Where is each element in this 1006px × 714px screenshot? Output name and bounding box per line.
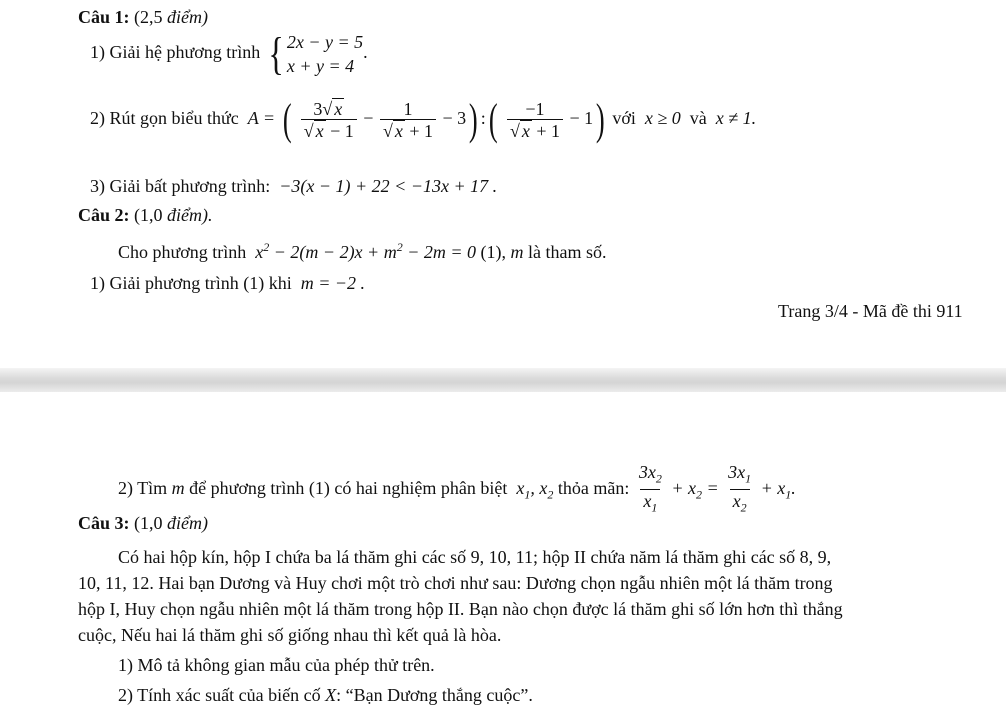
expression-A: A =	[243, 108, 276, 129]
q1-points: (2,5	[134, 7, 163, 27]
q3-para-line1: Có hai hộp kín, hộp I chứa ba lá thăm ghi các số 9, 10, 11; hộp II chứa năm lá thăm ghi các số 8, 9,	[118, 547, 832, 567]
q1-part3-label: 3) Giải bất phương trình:	[90, 176, 271, 196]
q1-part1: 1) Giải hệ phương trình { 2x − y = 5 x + y = 4 .	[90, 28, 368, 79]
q3-part2-post: : “Bạn Dương thắng cuộc”.	[336, 685, 533, 705]
fraction-4: $\frac{3x_2}{x_1}$	[636, 462, 665, 518]
system-eq2: x + y = 4	[286, 56, 355, 76]
q2-part2-label: 2) Tìm	[118, 478, 168, 499]
q3-para-line3: hộp I, Huy chọn ngẫu nhiên một lá thăm trong hộp II. Bạn nào chọn được lá thăm ghi số lớn hơn thì thắng	[78, 599, 843, 619]
q3-points: (1,0	[134, 513, 163, 533]
q1-heading	[78, 6, 208, 28]
page-separator	[0, 368, 1006, 392]
left-paren-icon: (	[488, 95, 498, 144]
right-paren-icon: )	[469, 95, 478, 144]
q3-heading	[78, 512, 208, 534]
equation-system	[287, 30, 363, 78]
quadratic-equation: $x^2 - 2(m - 2)x + m^2 - 2m = 0$	[250, 240, 476, 262]
q2-header: Câu 2:	[78, 205, 130, 225]
q2-part2: 2) Tìm m để phương trình (1) có hai nghiệm phân biệt $x_1$, $x_2$ thỏa mãn: $\frac{3x_2}{x_1}$ + $x_2$ = $\frac{3x_1}{x_2}$ + $x_1$.	[118, 462, 796, 518]
q2-part2-text: để phương trình (1) có hai nghiệm phân biệt	[189, 478, 508, 499]
system-eq1: 2x − y = 5	[286, 32, 364, 52]
q2-part2-cond: thỏa mãn:	[557, 478, 630, 499]
inequality: −3(x − 1) + 22 < −13x + 17 .	[279, 176, 498, 196]
system-brace: {	[268, 28, 284, 79]
cond-2: x ≠ 1.	[715, 108, 757, 129]
q3-part2	[118, 684, 533, 706]
exam-page-4	[0, 392, 1006, 714]
q1-header: Câu 1:	[78, 7, 130, 27]
q2-points-word: điểm).	[167, 205, 213, 225]
page-footer	[778, 300, 963, 322]
q2-heading	[78, 204, 213, 226]
q1-points-word: điểm)	[167, 7, 208, 27]
q3-para-line4: cuộc, Nếu hai lá thăm ghi số giống nhau thì kết quả là hòa.	[78, 625, 502, 645]
left-paren-icon: (	[282, 95, 292, 144]
q2-intro: Cho phương trình $x^2 - 2(m - 2)x + m^2 - 2m = 0$ (1), m là tham số.	[118, 240, 607, 262]
q1-part2: 2) Rút gọn biểu thức A = ( $\frac{3√ x}{√ x - 1}$ − $\frac{1}{√ x + 1}$ − 3) :( $\frac{-1}{√ x + 1}$ − 1) với x ≥ 0 và x ≠ 1.	[90, 95, 757, 144]
q2-intro-text: Cho phương trình	[118, 242, 247, 262]
q3-header: Câu 3:	[78, 513, 130, 533]
cond-and: và	[689, 108, 707, 129]
q2-eq-tail: là tham số.	[528, 242, 607, 262]
q2-part1-value: m = −2 .	[300, 273, 366, 293]
q1-part3	[90, 175, 497, 197]
q1-part1-label: 1) Giải hệ phương trình	[90, 42, 261, 63]
fraction-2: $\frac{1}{√ x + 1}$	[380, 99, 436, 142]
q1-part2-cond: với	[612, 108, 636, 129]
cond-1: x ≥ 0	[644, 108, 681, 129]
fraction-1: $\frac{3√ x}{√ x - 1}$	[301, 99, 357, 142]
q2-points: (1,0	[134, 205, 163, 225]
param-m: m	[171, 478, 185, 499]
q1-part2-label: 2) Rút gọn biểu thức	[90, 108, 239, 129]
event-x: X	[325, 685, 337, 705]
fraction-3: $\frac{-1}{√ x + 1}$	[507, 99, 563, 142]
q3-part2-pre: 2) Tính xác suất của biến cố	[118, 685, 321, 705]
q3-points-word: điểm)	[167, 513, 208, 533]
right-paren-icon: )	[596, 95, 605, 144]
q2-part1	[90, 272, 365, 294]
q2-part1-label: 1) Giải phương trình (1) khi	[90, 273, 292, 293]
q3-para-line2: 10, 11, 12. Hai bạn Dương và Huy chơi một trò chơi như sau: Dương chọn ngẫu nhiên một lá thăm trong	[78, 573, 833, 593]
footer-text: Trang 3/4 - Mã đề thi 911	[778, 301, 963, 321]
q3-part1: 1) Mô tả không gian mẫu của phép thử trên.	[118, 655, 435, 675]
roots: $x_1$, $x_2$	[511, 478, 554, 502]
param-m: m	[510, 242, 524, 262]
fraction-5: $\frac{3x_1}{x_2}$	[725, 462, 754, 518]
